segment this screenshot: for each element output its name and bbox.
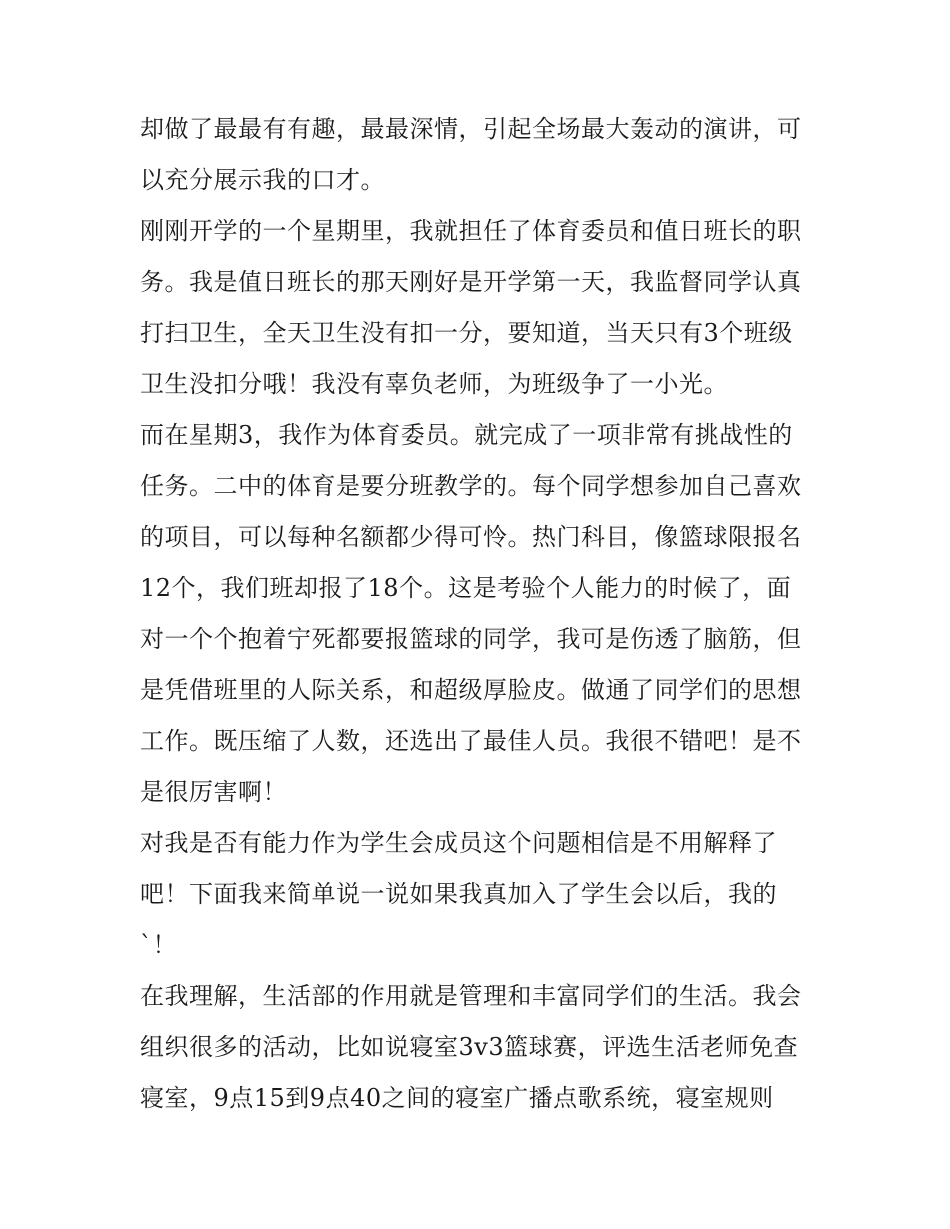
document-body xyxy=(140,104,820,1124)
text-line: 工作。既压缩了人数，还选出了最佳人员。我很不错吧！是不 xyxy=(140,727,802,755)
text-line: 对一个个抱着宁死都要报篮球的同学，我可是伤透了脑筋，但 xyxy=(140,625,802,653)
text-line: 组织很多的活动，比如说寝室3v3篮球赛，评选生活老师免查 xyxy=(140,1033,799,1061)
text-line: 以充分展示我的口才。 xyxy=(140,166,385,194)
text-line: 任务。二中的体育是要分班教学的。每个同学想参加自己喜欢 xyxy=(140,472,802,500)
text-line: 卫生没扣分哦！我没有辜负老师，为班级争了一小光。 xyxy=(140,370,728,398)
text-line: 12个，我们班却报了18个。这是考验个人能力的时候了，面 xyxy=(140,574,792,602)
text-line: 的项目，可以每种名额都少得可怜。热门科目，像篮球限报名 xyxy=(140,523,802,551)
text-line: 刚刚开学的一个星期里，我就担任了体育委员和值日班长的职 xyxy=(140,217,802,245)
text-line: 却做了最最有有趣，最最深情，引起全场最大轰动的演讲，可 xyxy=(140,115,802,143)
text-line: 务。我是值日班长的那天刚好是开学第一天，我监督同学认真 xyxy=(140,268,802,296)
text-line: 是很厉害啊！ xyxy=(140,778,287,806)
text-line: 而在星期3，我作为体育委员。就完成了一项非常有挑战性的 xyxy=(140,421,793,449)
text-line: 对我是否有能力作为学生会成员这个问题相信是不用解释了 xyxy=(140,829,777,857)
text-line: 打扫卫生，全天卫生没有扣一分，要知道，当天只有3个班级 xyxy=(140,319,793,347)
text-line: `！ xyxy=(140,931,177,959)
text-line: 吧！下面我来简单说一说如果我真加入了学生会以后，我的 xyxy=(140,880,777,908)
text-line: 在我理解，生活部的作用就是管理和丰富同学们的生活。我会 xyxy=(140,982,802,1010)
text-line: 是凭借班里的人际关系，和超级厚脸皮。做通了同学们的思想 xyxy=(140,676,802,704)
text-line: 寝室，9点15到9点40之间的寝室广播点歌系统，寝室规则 xyxy=(140,1084,774,1112)
